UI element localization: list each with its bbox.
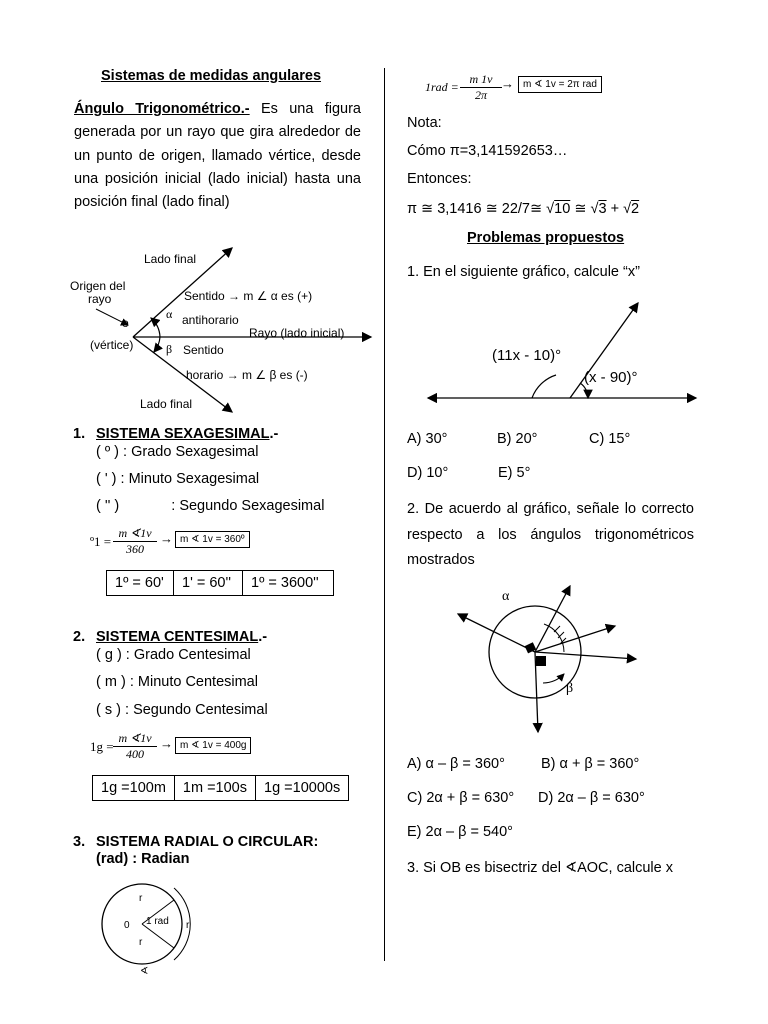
vertex-o-label: o	[122, 316, 129, 330]
sentido-antihorario-label: Sentido → m ∠ α es (+)	[184, 289, 313, 303]
angle-label-x90: (x - 90)°	[584, 369, 638, 386]
section1-number: 1.	[73, 426, 86, 442]
horario-label: horario → m ∠ β es (-)	[186, 368, 308, 382]
s1-arrow-icon: →	[160, 531, 173, 546]
rad-arrow-icon: →	[501, 76, 514, 91]
big-angle-arc	[532, 375, 556, 398]
beta-arc	[154, 337, 160, 352]
section1-heading	[96, 426, 278, 442]
angle-label-11x: (11x - 10)°	[492, 347, 562, 364]
s1-formula-fraction: $\frac{m ∢1v}{360}$	[113, 526, 157, 557]
radius-lower	[142, 924, 174, 948]
s1-item-minuto: ( ' ) : Minuto Sexagesimal	[96, 471, 260, 487]
problem1-text: 1. En el siguiente gráfico, calcule “x”	[407, 264, 640, 280]
trig-angle-diagram	[0, 240, 384, 440]
radian-circle-diagram	[90, 870, 230, 980]
entonces-label: Entonces:	[407, 171, 472, 187]
table-cell: 1' = 60''	[174, 571, 243, 596]
problem2-diagram	[440, 580, 700, 740]
p2-option-e: E) 2α – β = 540°	[407, 824, 513, 840]
section3-subtitle: (rad) : Radian	[96, 851, 190, 867]
problems-title: Problemas propuestos	[467, 230, 625, 246]
section1-title: SISTEMA SEXAGESIMAL	[96, 426, 270, 442]
rad-formula-lhs: 1rad =	[425, 80, 459, 94]
p1-option-c: C) 15°	[589, 431, 631, 447]
section1-suffix: .-	[269, 426, 279, 442]
s2-item-minuto: ( m ) : Minuto Centesimal	[96, 674, 258, 690]
pi-value: Cómo π=3,141592653…	[407, 143, 568, 159]
pi-approximations: π ≅ 3,1416 ≅ 22/7≅ √10 ≅ √3 + √2	[407, 201, 640, 217]
s1-item-grado: ( º ) : Grado Sexagesimal	[96, 444, 259, 460]
section2-title: SISTEMA CENTESIMAL	[96, 629, 259, 645]
alpha-arc	[151, 318, 160, 337]
beta-label: β	[166, 342, 173, 356]
sentido-horario-label: Sentido	[183, 343, 224, 357]
lado-final-bottom-label: Lado final	[140, 397, 193, 411]
p2-option-d: D) 2α – β = 630°	[538, 790, 645, 806]
table-cell: 1m =100s	[174, 776, 255, 801]
section2-heading	[96, 629, 267, 645]
section3-number: 3.	[73, 834, 86, 850]
lado-final-top-label: Lado final	[144, 252, 197, 266]
s1-formula-lhs: º1 =	[90, 534, 112, 549]
angle-symbol: ∢	[140, 966, 149, 977]
table-cell: 1g =100m	[93, 776, 175, 801]
page-title: Sistemas de medidas angulares	[101, 68, 322, 84]
p1-option-b: B) 20°	[497, 431, 538, 447]
p1-option-d: D) 10°	[407, 465, 449, 481]
alpha-label: α	[166, 307, 173, 321]
rad-formula-fraction: $\frac{m 1v}{2\pi}$	[460, 72, 502, 103]
s2-formula-lhs: 1g =	[90, 739, 114, 754]
p2-alpha-label: α	[502, 589, 510, 604]
s1-formula-box: m ∢ 1v = 360º	[175, 531, 250, 548]
rayo-label: rayo	[88, 292, 112, 306]
table-cell: 1g =10000s	[256, 776, 349, 801]
p2-option-b: B) α + β = 360°	[541, 756, 640, 772]
p1-option-e: E) 5°	[498, 465, 531, 481]
problem1-diagram	[420, 295, 720, 415]
antihorario-label: antihorario	[182, 313, 239, 327]
s1-equivalence-table	[106, 570, 334, 596]
intro-heading: Ángulo Trigonométrico.-	[74, 101, 250, 117]
ray-right	[535, 652, 636, 659]
intro-text: Es una figura generada por un rayo que gira alrededor de un punto de origen, llamado vértice, desde una posición inicial (lado inicial) hasta una posición final (lado final)	[74, 101, 361, 211]
rad-label: 1 rad	[146, 916, 169, 927]
s2-arrow-icon: →	[160, 736, 173, 751]
ray-upper-left	[458, 614, 535, 652]
s1-item-segundo: ( '' ) : Segundo Sexagesimal	[96, 498, 325, 514]
origen-label: Origen del	[70, 279, 126, 293]
radius-label-r: r	[139, 937, 143, 948]
s2-equivalence-table	[92, 775, 349, 801]
section3-title: SISTEMA RADIAL O CIRCULAR:	[96, 834, 319, 850]
beta-arc	[543, 674, 564, 683]
s2-item-grado: ( g ) : Grado Centesimal	[96, 647, 251, 663]
table-cell: 1º = 3600''	[243, 571, 334, 596]
nota-label: Nota:	[407, 115, 442, 131]
p2-option-a: A) α – β = 360°	[407, 756, 505, 772]
problem3-text: 3. Si OB es bisectriz del ∢AOC, calcule x	[407, 860, 673, 876]
p1-option-a: A) 30°	[407, 431, 448, 447]
table-cell: 1º = 60'	[107, 571, 174, 596]
radius-label-r: r	[139, 893, 143, 904]
center-label: 0	[124, 920, 130, 931]
s2-item-segundo: ( s ) : Segundo Centesimal	[96, 702, 268, 718]
rad-formula-box: m ∢ 1v = 2π rad	[518, 76, 602, 93]
tick-marks	[554, 626, 566, 644]
vertice-label: (vértice)	[90, 338, 134, 352]
arc-label-r: r	[186, 920, 190, 931]
p2-beta-label: β	[566, 681, 574, 696]
right-angle-marker	[536, 656, 546, 666]
intro-paragraph	[74, 98, 361, 214]
rayo-inicial-label: Rayo (lado inicial)	[249, 326, 345, 340]
section2-number: 2.	[73, 629, 86, 645]
s2-formula-fraction: $\frac{m ∢1v}{400}$	[113, 731, 157, 762]
s2-formula-box: m ∢ 1v = 400g	[175, 737, 251, 754]
column-divider	[384, 68, 385, 961]
section2-suffix: .-	[258, 629, 268, 645]
problem2-text: 2. De acuerdo al gráfico, señale lo correcto respecto a los ángulos trigonométricos mostrados	[407, 501, 694, 568]
p2-option-c: C) 2α + β = 630°	[407, 790, 515, 806]
